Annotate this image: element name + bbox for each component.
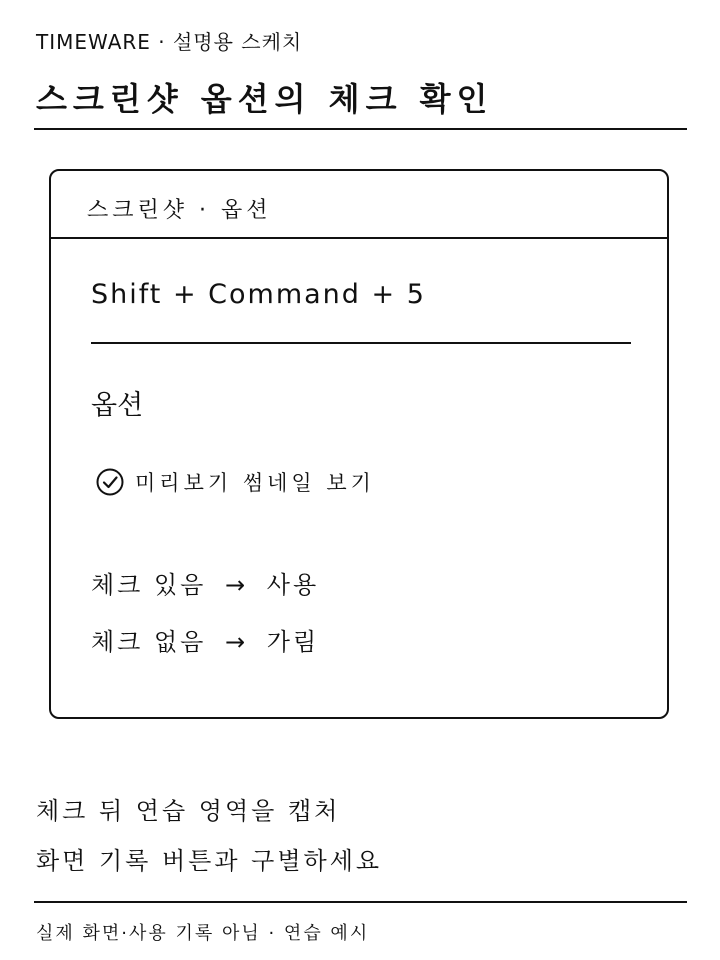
footnote-divider: [34, 901, 687, 903]
instructions: [36, 786, 382, 886]
panel-header: [51, 171, 667, 239]
rule-unchecked: [91, 622, 319, 657]
screenshot-options-panel: [49, 169, 669, 719]
page-title: 스크린샷 옵션의 체크 확인: [36, 80, 494, 118]
show-floating-thumbnail-option[interactable]: [95, 467, 375, 497]
panel-divider: [91, 342, 631, 344]
footnote: 실제 화면·사용 기록 아님 · 연습 예시: [36, 923, 370, 944]
rule-result: 가림: [266, 628, 320, 656]
panel-title: 스크린샷 · 옵션: [87, 198, 272, 223]
right-arrow-icon: →: [225, 628, 249, 656]
option-label: 미리보기 썸네일 보기: [135, 471, 375, 495]
right-arrow-icon: →: [225, 571, 249, 599]
eyebrow-label: TIMEWARE · 설명용 스케치: [36, 30, 303, 54]
rule-condition: 체크 있음: [91, 571, 207, 599]
instruction-line: 체크 뒤 연습 영역을 캡처: [36, 797, 341, 825]
keyboard-shortcut: Shift + Command + 5: [91, 279, 426, 310]
title-divider: [34, 128, 687, 130]
rule-result: 사용: [266, 571, 320, 599]
rule-checked: [91, 565, 319, 600]
options-section-label: 옵션: [91, 390, 144, 421]
check-circle-icon[interactable]: [95, 467, 125, 497]
instruction-line: 화면 기록 버튼과 구별하세요: [36, 847, 383, 875]
rule-condition: 체크 없음: [91, 628, 207, 656]
